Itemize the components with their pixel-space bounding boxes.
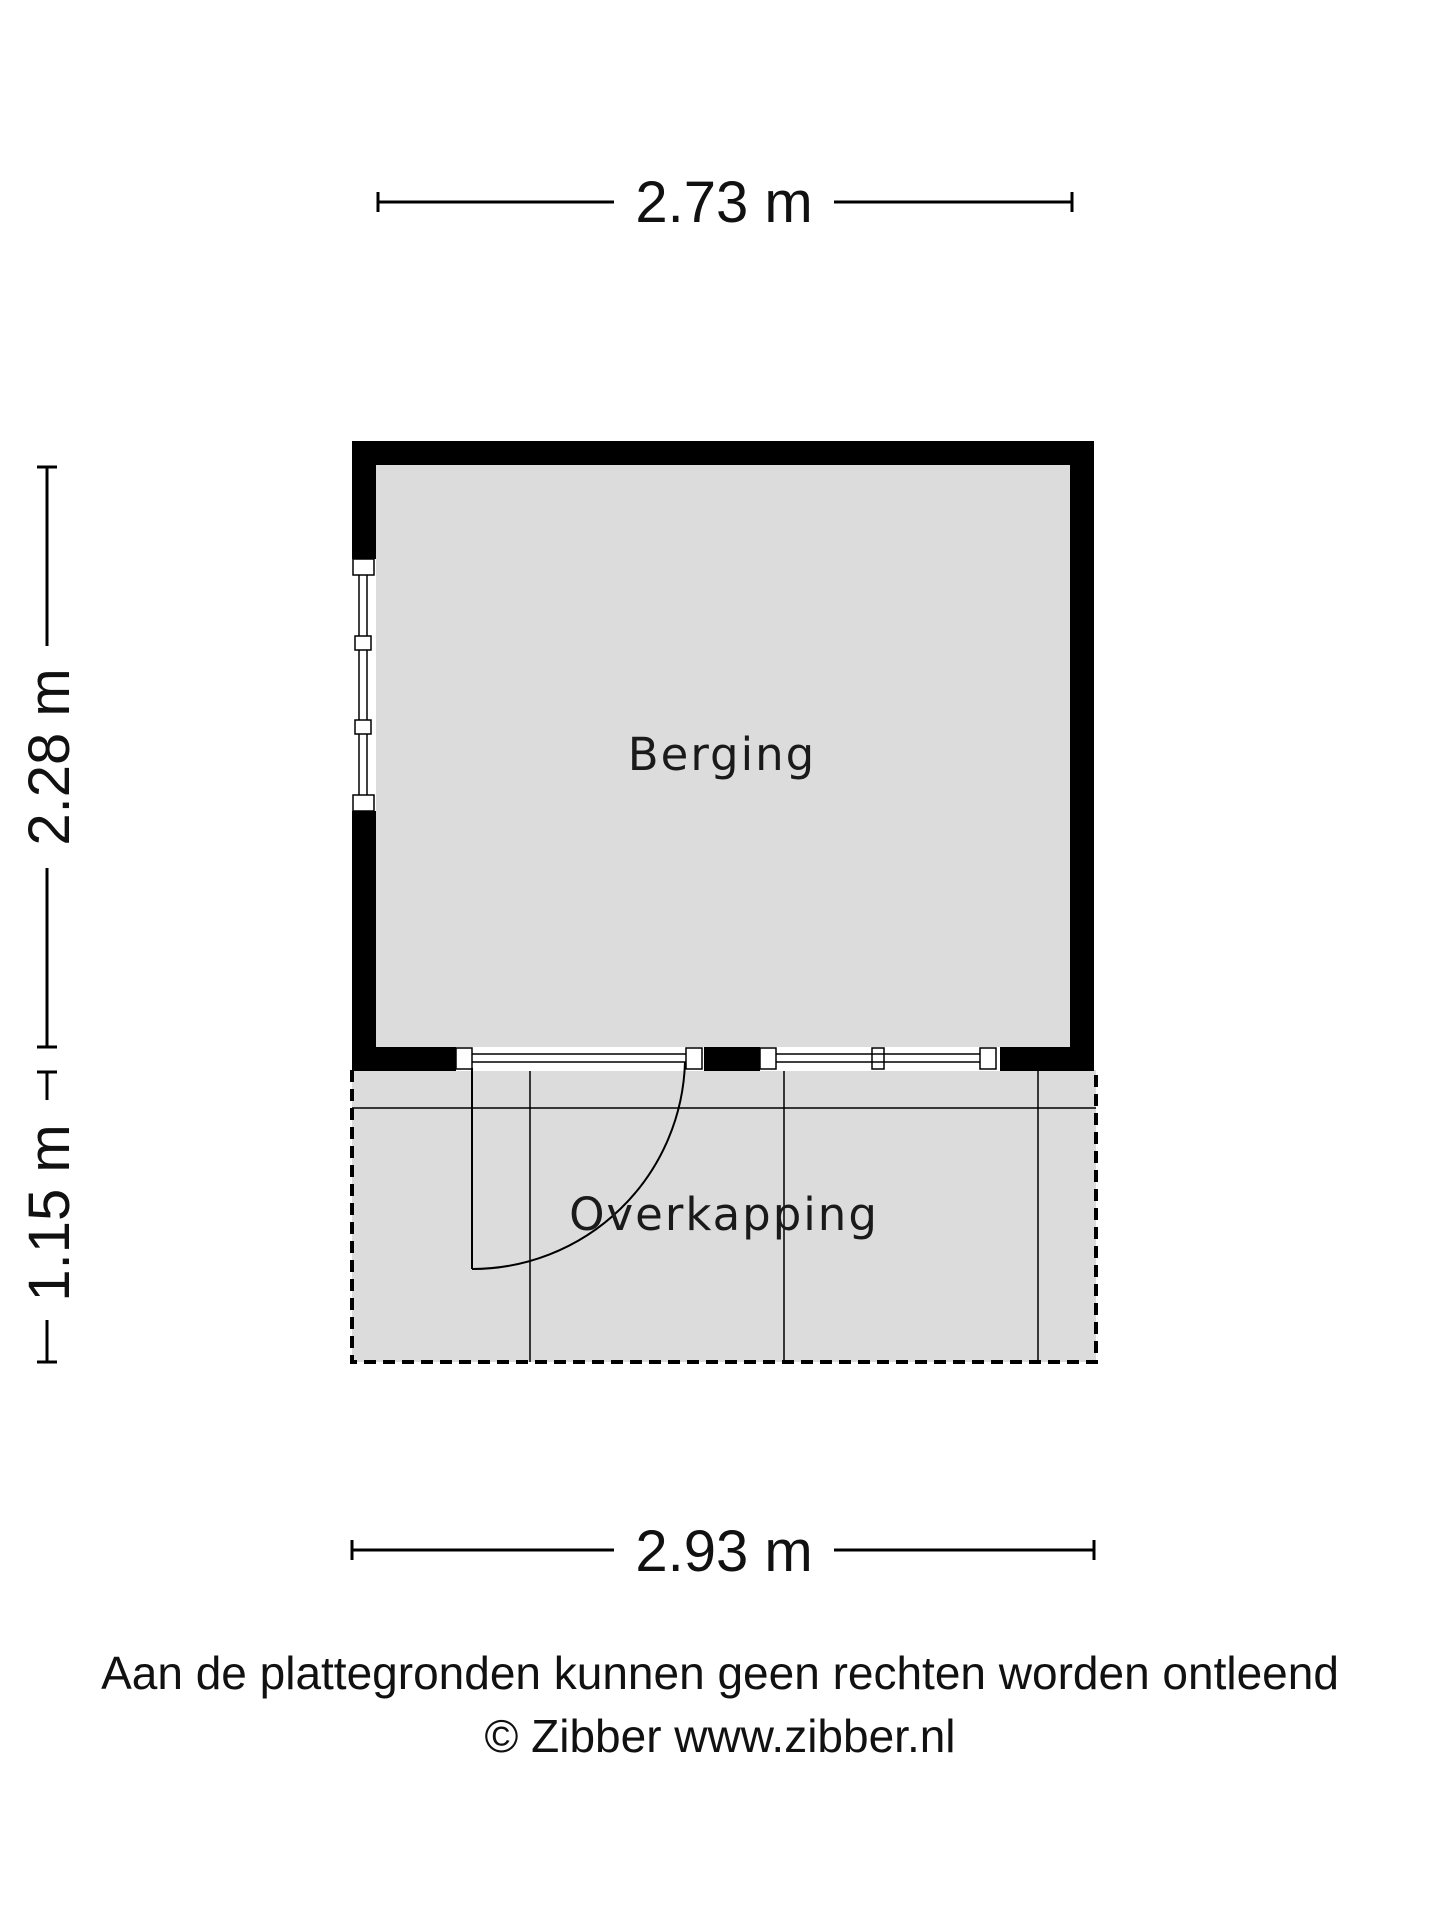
disclaimer-text: Aan de plattegronden kunnen geen rechten worden ontleend xyxy=(101,1647,1339,1699)
dimension-bottom xyxy=(352,1519,1094,1584)
copyright-text: © Zibber www.zibber.nl xyxy=(484,1710,956,1762)
room-label-berging: Berging xyxy=(627,728,817,781)
dimension-left-berging xyxy=(17,467,82,1047)
dimension-top xyxy=(378,170,1072,235)
door-opening xyxy=(456,1047,704,1071)
dimension-top-label: 2.73 m xyxy=(635,170,813,235)
window-left-wall xyxy=(352,559,376,811)
room-label-overkapping: Overkapping xyxy=(569,1188,879,1241)
dimension-left-overkapping xyxy=(17,1072,82,1362)
dimension-berging-label: 2.28 m xyxy=(17,668,82,846)
window-bottom-wall xyxy=(760,1047,1000,1071)
dimension-bottom-label: 2.93 m xyxy=(635,1519,813,1584)
dimension-overkapping-label: 1.15 m xyxy=(17,1124,82,1302)
